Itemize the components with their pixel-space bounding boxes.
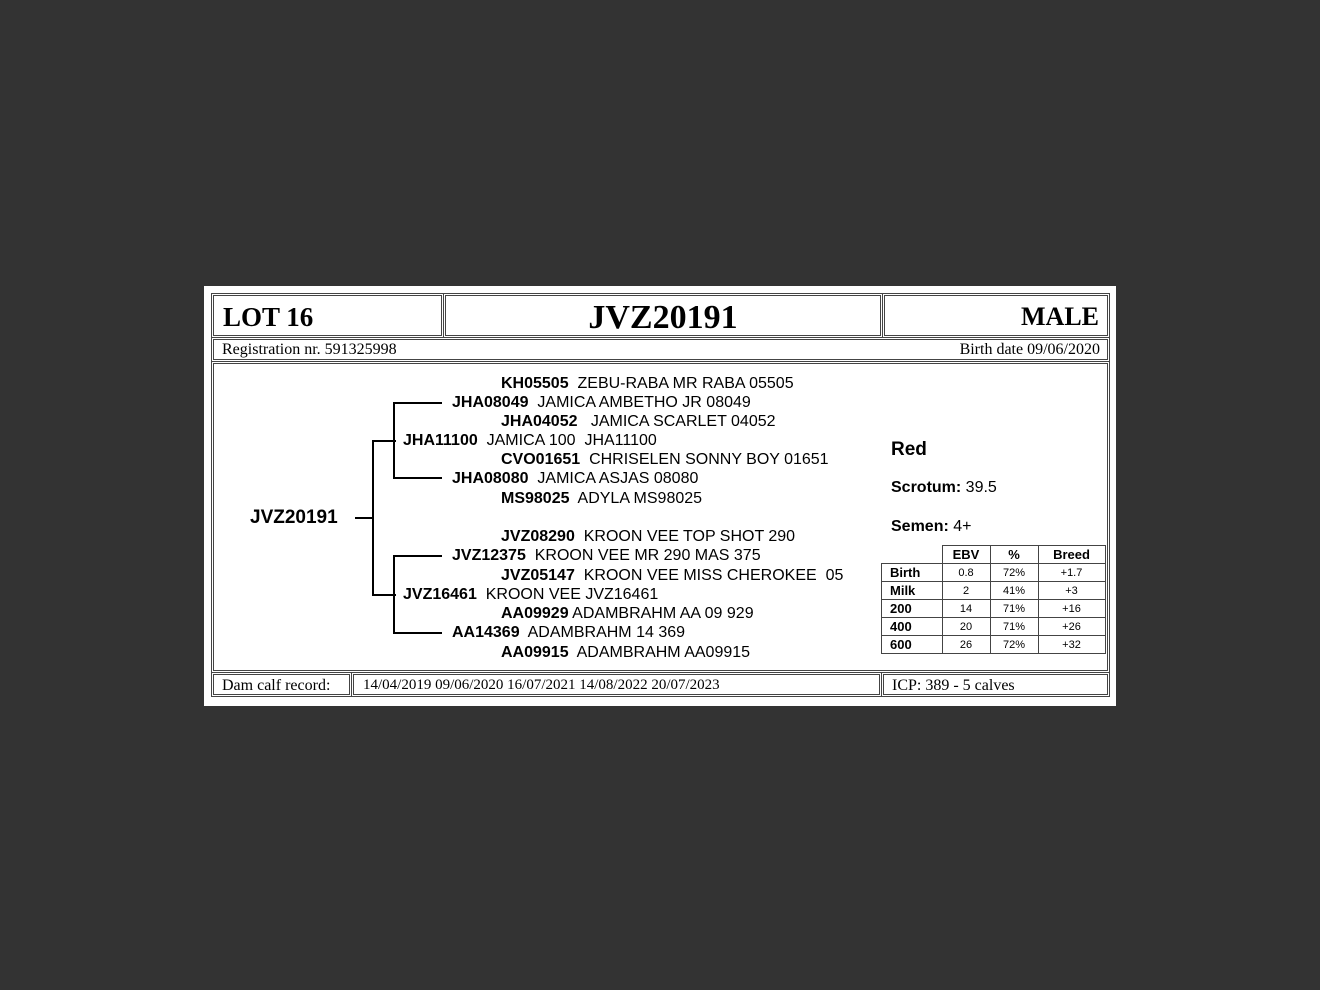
sex-label: MALE — [1021, 302, 1099, 331]
ebv-row-200: 200 14 71% +16 — [882, 600, 1106, 618]
pedigree-entry-dam-sire: JVZ12375 KROON VEE MR 290 MAS 375 — [452, 547, 761, 564]
registration-row — [211, 337, 1110, 362]
calf-dates-box — [351, 672, 882, 697]
pedigree-entry-sd-dam: MS98025 ADYLA MS98025 — [501, 490, 703, 507]
ebv-header-row — [882, 546, 1106, 564]
scrotum-measure: Scrotum: 39.5 — [891, 479, 997, 496]
connector-root-vertical — [372, 440, 374, 596]
connector-dam-sire — [393, 555, 442, 557]
ebv-table — [881, 545, 1106, 654]
pedigree-entry-dd-dam: AA09915 ADAMBRAHM AA09915 — [501, 644, 751, 661]
pct-col-header: % — [990, 546, 1038, 564]
pedigree-entry-dd-sire: AA09929 ADAMBRAHM AA 09 929 — [501, 605, 754, 622]
connector-sire-dam — [393, 477, 442, 479]
icp-box — [881, 672, 1110, 697]
icp-value: ICP: 389 - 5 calves — [892, 677, 1015, 694]
dam-calf-record-label: Dam calf record: — [222, 677, 331, 694]
semen-grade: Semen: 4+ — [891, 518, 972, 535]
pedigree-entry-ds-dam: JVZ05147 KROON VEE MISS CHEROKEE 05 — [501, 567, 844, 584]
ebv-row-milk: Milk 2 41% +3 — [882, 582, 1106, 600]
connector-sire-sire — [393, 402, 442, 404]
animal-id: JVZ20191 — [588, 299, 738, 336]
connector-dam-dam — [393, 632, 442, 634]
breed-col-header: Breed — [1038, 546, 1105, 564]
connector-sire-vertical — [393, 402, 395, 479]
ebv-row-600: 600 26 72% +32 — [882, 636, 1106, 654]
connector-dam-vertical — [393, 555, 395, 634]
ebv-row-400: 400 20 71% +26 — [882, 618, 1106, 636]
dam-calf-record-label-box — [211, 672, 352, 697]
pedigree-entry-ss-dam: JHA04052 JAMICA SCARLET 04052 — [501, 413, 776, 430]
ebv-row-birth: Birth 0.8 72% +1.7 — [882, 564, 1106, 582]
registration-number: Registration nr. 591325998 — [222, 341, 397, 358]
pedigree-entry-sire: JHA11100 JAMICA 100 JHA11100 — [403, 432, 657, 449]
animal-id-box — [443, 293, 883, 338]
pedigree-entry-dam-dam: AA14369 ADAMBRAHM 14 369 — [452, 624, 686, 641]
calf-dates: 14/04/2019 09/06/2020 16/07/2021 14/08/2022 20/07/2023 — [363, 677, 720, 693]
pedigree-entry-sire-sire: JHA08049 JAMICA AMBETHO JR 08049 — [452, 394, 751, 411]
pedigree-entry-sire-dam: JHA08080 JAMICA ASJAS 08080 — [452, 470, 699, 487]
ebv-col-header: EBV — [942, 546, 990, 564]
pedigree-entry-ds-sire: JVZ08290 KROON VEE TOP SHOT 290 — [501, 528, 796, 545]
pedigree-animal: JVZ20191 — [250, 507, 338, 528]
connector-root — [355, 517, 373, 519]
lot-box — [211, 293, 444, 338]
pedigree-entry-dam: JVZ16461 KROON VEE JVZ16461 — [403, 586, 659, 603]
lot-card — [204, 286, 1116, 706]
pedigree-entry-sd-sire: CVO01651 CHRISELEN SONNY BOY 01651 — [501, 451, 829, 468]
birth-date: Birth date 09/06/2020 — [959, 341, 1100, 358]
pedigree-entry-ss-sire: KH05505 ZEBU-RABA MR RABA 05505 — [501, 375, 794, 392]
sex-box — [882, 293, 1110, 338]
coat-color: Red — [891, 439, 927, 460]
lot-number: LOT 16 — [223, 302, 314, 332]
